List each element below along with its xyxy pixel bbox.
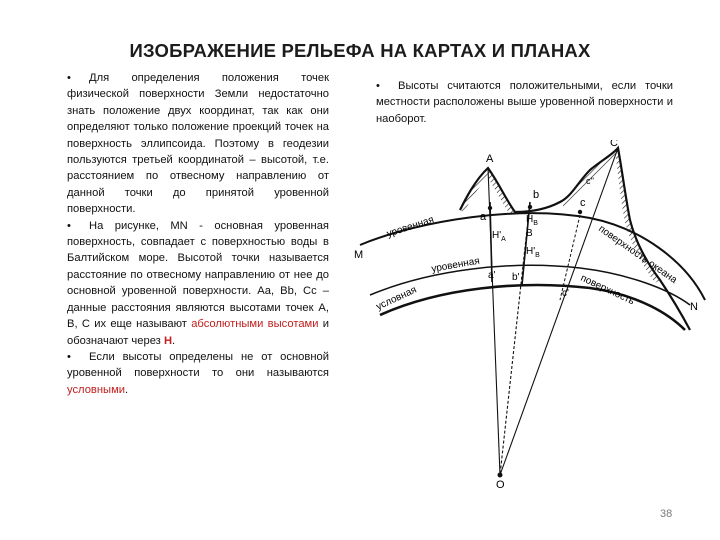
point-a xyxy=(488,206,492,210)
label-n: N xyxy=(690,301,698,313)
paragraph-positive-heights xyxy=(376,78,673,127)
paragraph-figure-explanation xyxy=(67,218,329,349)
label-level-bottom: условная xyxy=(374,284,419,313)
paragraph-end: . xyxy=(125,383,129,396)
label-b: b xyxy=(533,189,540,201)
page-number: 38 xyxy=(660,508,673,520)
label-a-prime: a' xyxy=(488,270,496,281)
paragraph-conditional-heights xyxy=(67,349,329,398)
bullet: • xyxy=(376,80,380,92)
paragraph-end: . xyxy=(172,334,176,347)
paragraph-heights-definition xyxy=(67,70,329,218)
point-b xyxy=(528,205,532,209)
label-level-top: уровенная xyxy=(385,214,436,240)
label-m: M xyxy=(354,249,364,261)
physical-surface-hatching xyxy=(460,168,515,216)
relief-heights-diagram xyxy=(340,140,710,490)
term-absolute-heights: абсолютными высотами xyxy=(191,318,319,331)
paragraph-text: На рисунке, MN - основная уровенная поверхность, совпадает с поверхностью воды в Балтийском море. Высотой точки называется расстояние по отвесному направлению от нее до основной уровенной поверхности. Aa, Bb, Cc – данные расстояния являются высотами точек A, B, C их еще называют xyxy=(67,219,329,331)
label-b-prime: b' xyxy=(512,272,520,283)
bullet: • xyxy=(67,350,71,363)
left-text-column xyxy=(67,70,329,398)
label-ha: $H'_A$ xyxy=(492,230,506,243)
bullet: • xyxy=(67,72,71,84)
label-a: a xyxy=(480,211,487,223)
label-b-upper: B xyxy=(526,228,533,239)
label-level-mid-right: поверхность xyxy=(578,272,637,308)
paragraph-text: и обозначают через xyxy=(67,318,330,347)
symbol-h: H xyxy=(163,334,173,347)
label-hb2: $H'_B$ xyxy=(526,246,540,259)
label-c-prime: c' xyxy=(562,288,569,299)
label-level-top-right: поверхность океана xyxy=(596,223,679,286)
label-c-double-prime: c'' xyxy=(586,176,594,186)
page-title: ИЗОБРАЖЕНИЕ РЕЛЬЕФА НА КАРТАХ И ПЛАНАХ xyxy=(129,40,591,61)
paragraph-text: Высоты считаются положительными, если точки местности расположены выше уровенной поверхности и наоборот. xyxy=(376,80,673,125)
label-c-upper: C xyxy=(610,140,618,149)
label-c: c xyxy=(580,197,586,209)
label-hb: $H_B$ xyxy=(526,214,538,227)
term-conditional: условными xyxy=(67,383,126,396)
label-level-mid: уровенная xyxy=(430,255,481,275)
diagram-svg xyxy=(340,140,710,490)
conditional-level-surface xyxy=(380,285,685,330)
right-text-column xyxy=(376,78,673,127)
label-o: O xyxy=(496,479,505,490)
bullet: • xyxy=(67,219,71,232)
label-a-upper: A xyxy=(486,153,494,165)
point-o xyxy=(498,473,503,478)
paragraph-text: Для определения положения точек физической поверхности Земли недостаточно знать положение двух координат, так как они определяют только положение проекций точек на поверхность эллипсоида. Поэтому в геодезии пользуются третьей координатой – высотой, т.е. расстоянием по отвесному направлению от данной точки до принятой уровенной поверхности. xyxy=(67,72,329,216)
paragraph-text: Если высоты определены не от основной уровенной поверхности то они называются xyxy=(67,350,329,380)
point-c xyxy=(578,210,582,214)
